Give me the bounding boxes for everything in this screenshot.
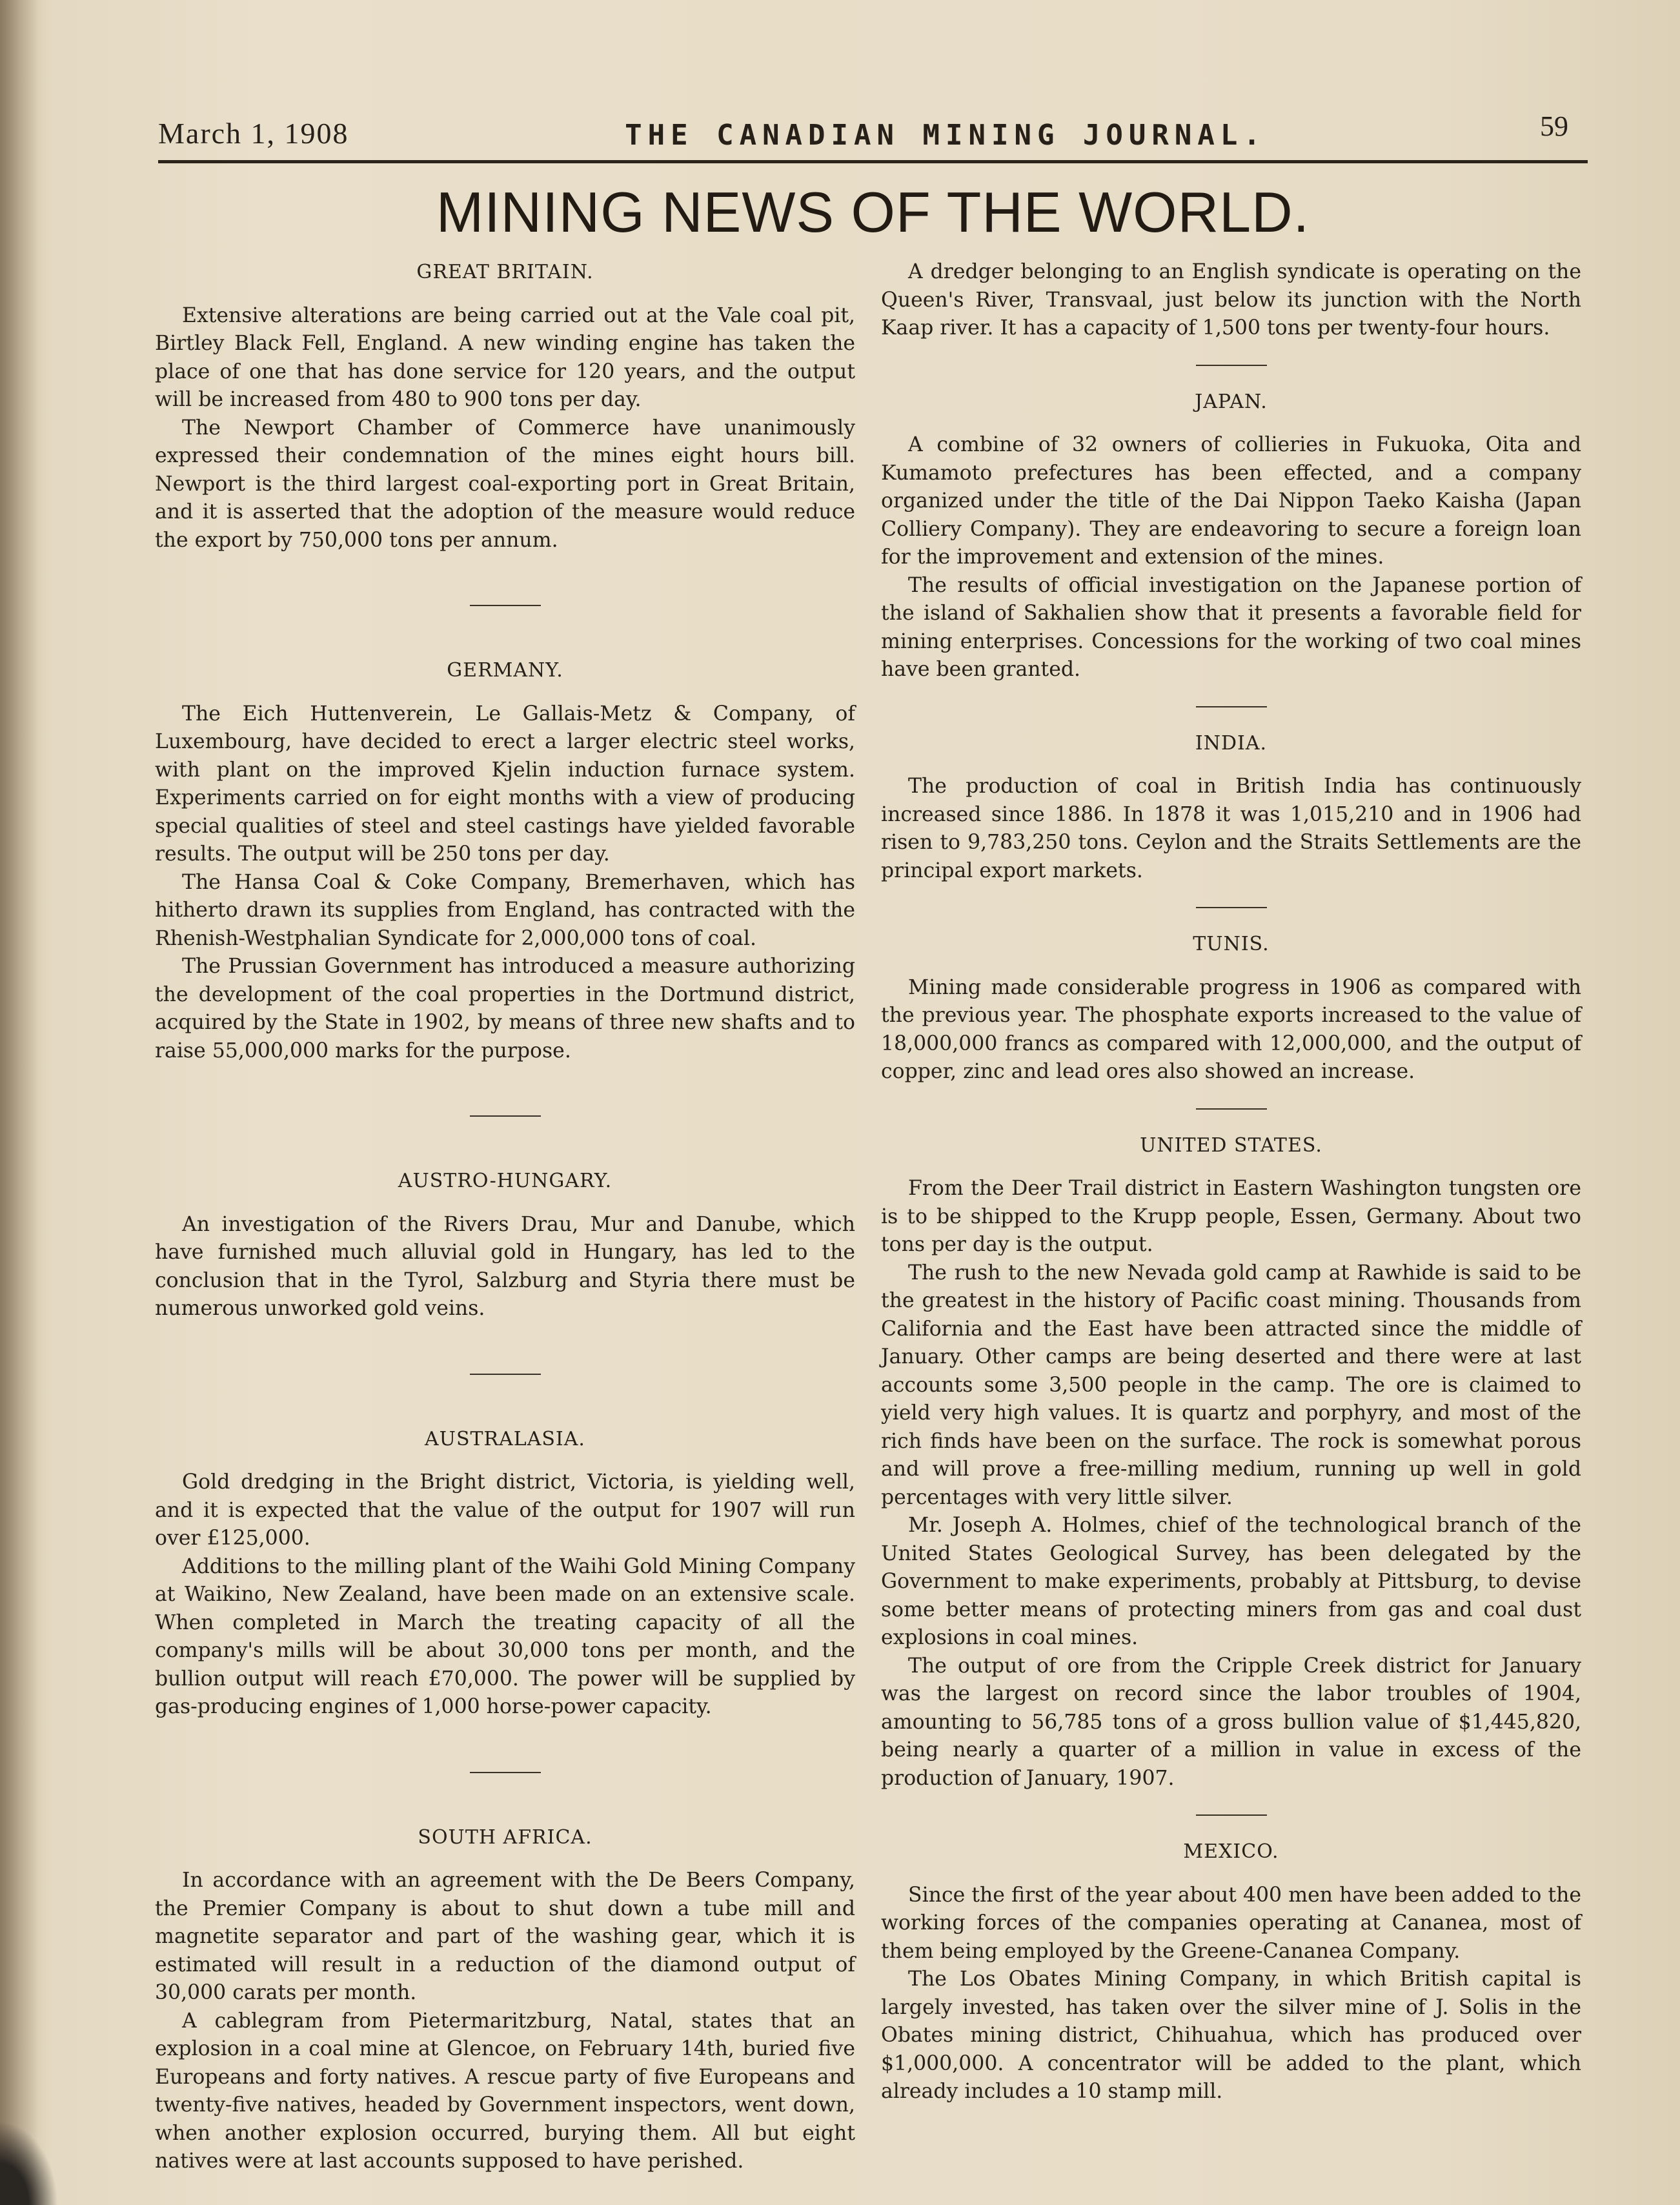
paragraph: Additions to the milling plant of the Waihi Gold Mining Company at Waikino, New Zealand, have been made on an extensive scale. When completed in March the treating capacity of all the company's mills will be about 30,000 tons per month, and the bullion output will reach £70,000. The power will be supplied by gas-producing engines of 1,000 horse-power capacity. xyxy=(155,1554,855,1718)
left-column xyxy=(155,258,855,2176)
binding-shadow xyxy=(0,0,39,2205)
paragraph: The output of ore from the Cripple Creek district for January was the largest on record since the labor troubles of 1904, amounting to 56,785 tons of a gross bullion value of $1,445,820, being nearly a quarter of a million in value in excess of the production of January, 1907. xyxy=(881,1654,1581,1790)
paragraph: The Prussian Government has introduced a measure authorizing the development of the coal properties in the Dortmund district, acquired by the State in 1902, by means of three new shafts and to raise 55,000,000 marks for the purpose. xyxy=(155,955,855,1062)
page-title: MINING NEWS OF THE WORLD. xyxy=(436,180,1310,244)
section-heading-mexico: MEXICO. xyxy=(1183,1840,1279,1863)
journal-name: THE CANADIAN MINING JOURNAL. xyxy=(625,119,1266,152)
section-heading-austro-hungary: AUSTRO-HUNGARY. xyxy=(398,1170,612,1192)
paragraph: Gold dredging in the Bright district, Victoria, is yielding well, and it is expected that the value of the output for 1907 will run over £125,000. xyxy=(155,1470,855,1550)
section-heading-united-states: UNITED STATES. xyxy=(1140,1133,1322,1157)
running-header xyxy=(158,110,1588,161)
paragraph: In accordance with an agreement with the De Beers Company, the Premier Company is about to shut down a tube mill and magnetite separator and part of the washing gear, which it is estimated will result in a reduction of the diamond output of 30,000 carats per month. xyxy=(155,1869,855,2004)
paragraph: The Los Obates Mining Company, in which British capital is largely invested, has taken over the silver mine of J. Solis in the Obates mining district, Chihuahua, which has produced over $1,000,000. A concentrator will be added to the plant, which already includes a 10 stamp mill. xyxy=(881,1967,1581,2103)
section-heading-japan: JAPAN. xyxy=(1195,390,1268,413)
header-rule xyxy=(158,160,1588,163)
paragraph: Extensive alterations are being carried out at the Vale coal pit, Birtley Black Fell, England. A new winding engine has taken the place of one that has done service for 120 years, and the output will be increased from 480 to 900 tons per day. xyxy=(155,303,855,411)
paragraph: A dredger belonging to an English syndicate is operating on the Queen's River, Transvaal, just below its junction with the North Kaap river. It has a capacity of 1,500 tons per twenty-four hours. xyxy=(881,260,1581,340)
paragraph: The Eich Huttenverein, Le Gallais-Metz & Company, of Luxembourg, have decided to erect a larger electric steel works, with plant on the improved Kjelin induction furnace system. Experiments carried on for eight months with a view of producing special qualities of steel and steel castings have yielded favorable results. The output will be 250 tons per day. xyxy=(155,702,855,866)
section-heading-tunis: TUNIS. xyxy=(1193,933,1270,955)
paragraph: A cablegram from Pietermaritzburg, Natal, states that an explosion in a coal mine at Glencoe, on February 14th, buried five Europeans and forty natives. A rescue party of five Europeans and twenty-five natives, headed by Government inspectors, went down, when another explosion occurred, burying them. All but eight natives were at last accounts supposed to have perished. xyxy=(155,2009,855,2173)
paragraph: The Newport Chamber of Commerce have unanimously expressed their condemnation of the mines eight hours bill. Newport is the third largest coal-exporting port in Great Britain, and it is asserted that the adoption of the measure would reduce the export by 750,000 tons per annum. xyxy=(155,416,855,552)
paragraph: Since the first of the year about 400 men have been added to the working forces of the companies operating at Cananea, most of them being employed by the Greene-Cananea Company. xyxy=(881,1883,1581,1963)
section-heading-great-britain: GREAT BRITAIN. xyxy=(416,261,594,283)
paragraph: From the Deer Trail district in Eastern Washington tungsten ore is to be shipped to the Krupp people, Essen, Germany. About two tons per day is the output. xyxy=(881,1177,1581,1256)
right-column xyxy=(881,258,1581,2106)
paragraph: Mr. Joseph A. Holmes, chief of the technological branch of the United States Geological Survey, has been delegated by the Government to make experiments, probably at Pittsburg, to devise some better means of protecting miners from gas and coal dust explosions in coal mines. xyxy=(881,1514,1581,1649)
section-heading-australasia: AUSTRALASIA. xyxy=(425,1427,585,1450)
page-corner-shadow xyxy=(0,2121,58,2205)
section-heading-south-africa: SOUTH AFRICA. xyxy=(418,1825,592,1849)
paragraph: The production of coal in British India has continuously increased since 1886. In 1878 it was 1,015,210 and in 1906 had risen to 9,783,250 tons. Ceylon and the Straits Settlements are the principal export markets. xyxy=(881,775,1581,882)
page-number: 59 xyxy=(1540,110,1568,142)
paragraph: The rush to the new Nevada gold camp at Rawhide is said to be the greatest in the history of Pacific coast mining. Thousands from California and the East have been attracted since the middle of January. Other camps are being deserted and there were at last accounts some 3,500 people in the camp. The ore is claimed to yield very high values. It is quartz and porphyry, and most of the rich finds have been on the surface. The rock is somewhat porous and will prove a free-milling medium, running up well in gold percentages with very little silver. xyxy=(881,1261,1581,1509)
paragraph: Mining made considerable progress in 1906 as compared with the previous year. The phosphate exports increased to the value of 18,000,000 francs as compared with 12,000,000, and the output of copper, zinc and lead ores also showed an increase. xyxy=(881,975,1581,1083)
paragraph: The results of official investigation on the Japanese portion of the island of Sakhalien show that it presents a favorable field for mining enterprises. Concessions for the working of two coal mines have been granted. xyxy=(881,573,1581,681)
section-heading-india: INDIA. xyxy=(1195,731,1268,755)
issue-date: March 1, 1908 xyxy=(158,117,349,150)
section-heading-germany: GERMANY. xyxy=(447,659,563,682)
paragraph: The Hansa Coal & Coke Company, Bremerhaven, which has hitherto drawn its supplies from England, has contracted with the Rhenish-Westphalian Syndicate for 2,000,000 tons of coal. xyxy=(155,870,855,950)
paragraph: A combine of 32 owners of collieries in Fukuoka, Oita and Kumamoto prefectures has been effected, and a company organized under the title of the Dai Nippon Taeko Kaisha (Japan Colliery Company). They are endeavoring to secure a foreign loan for the improvement and extension of the mines. xyxy=(881,433,1581,569)
paragraph: An investigation of the Rivers Drau, Mur and Danube, which have furnished much alluvial gold in Hungary, has led to the conclusion that in the Tyrol, Salzburg and Styria there must be numerous unworked gold veins. xyxy=(155,1212,855,1320)
